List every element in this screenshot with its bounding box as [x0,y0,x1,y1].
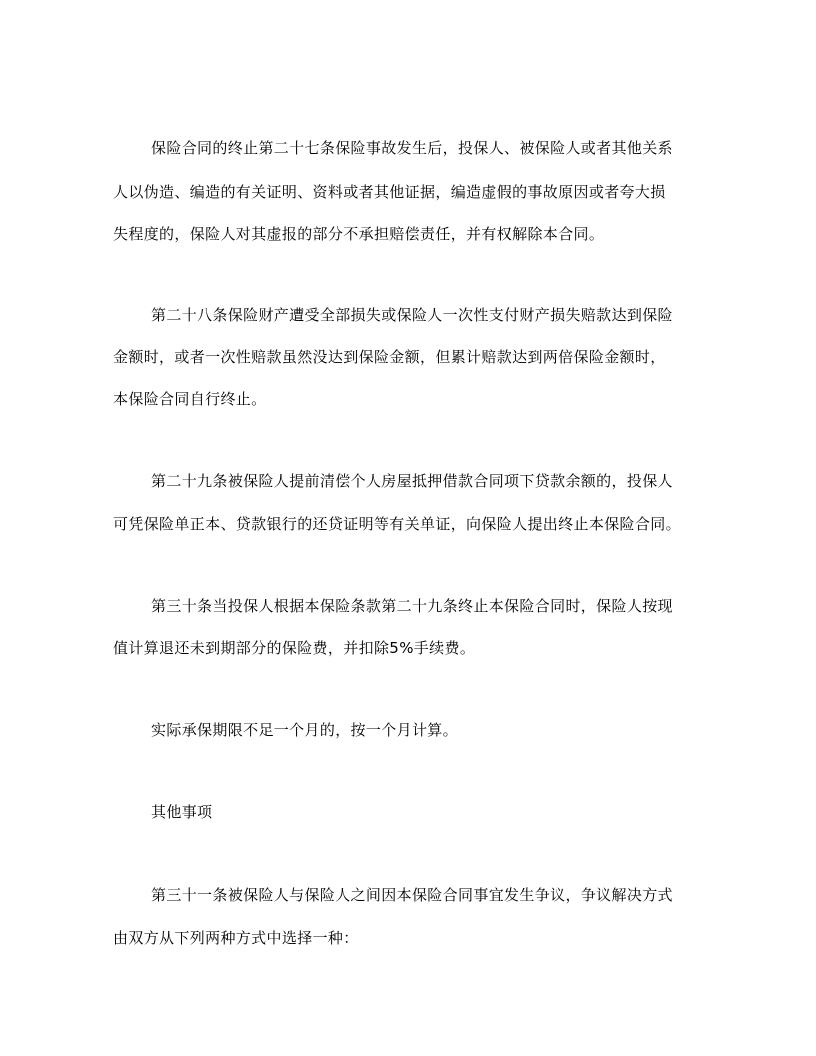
paragraph-4-line-2: 值计算退还未到期部分的保险费，并扣除5%手续费。 [113,639,476,657]
paragraph-3-line-1: 第二十九条被保险人提前清偿个人房屋抵押借款合同项下贷款余额的，投保人 [151,472,673,490]
paragraph-3-line-2: 可凭保险单正本、贷款银行的还贷证明等有关单证，向保险人提出终止本保险合同。 [113,515,681,533]
paragraph-2-line-2: 金额时，或者一次性赔款虽然没达到保险金额，但累计赔款达到两倍保险金额时， [113,348,666,366]
section-heading: 其他事项 [151,803,213,821]
paragraph-2-line-1: 第二十八条保险财产遭受全部损失或保险人一次性支付财产损失赔款达到保险 [151,306,673,324]
paragraph-1-line-3: 失程度的，保险人对其虚报的部分不承担赔偿责任，并有权解除本合同。 [113,225,605,243]
paragraph-4-line-1: 第三十条当投保人根据本保险条款第二十九条终止本保险合同时，保险人按现 [151,597,673,615]
paragraph-1-line-2: 人以伪造、编造的有关证明、资料或者其他证据，编造虚假的事故原因或者夸大损 [113,183,666,201]
paragraph-1-line-1: 保险合同的终止第二十七条保险事故发生后，投保人、被保险人或者其他关系 [151,139,673,157]
paragraph-2-line-3: 本保险合同自行终止。 [113,390,267,408]
paragraph-7-line-2: 由双方从下列两种方式中选择一种： [113,929,359,947]
paragraph-5-line-1: 实际承保期限不足一个月的，按一个月计算。 [151,721,459,739]
paragraph-7-line-1: 第三十一条被保险人与保险人之间因本保险合同事宜发生争议，争议解决方式 [151,886,673,904]
